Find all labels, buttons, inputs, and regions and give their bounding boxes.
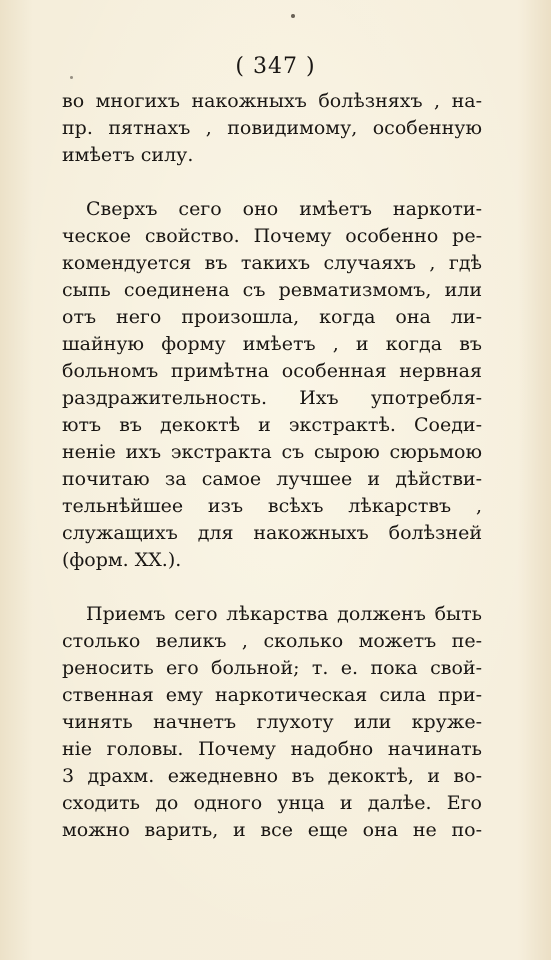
paragraph (62, 196, 482, 574)
text-line: тельнѣйшее изъ всѣхъ лѣкарствъ , (62, 495, 482, 517)
text-line: 3 драхм. ежедневно въ декоктѣ, и во- (62, 765, 482, 787)
body-text (62, 88, 482, 844)
text-line: пр. пятнахъ , повидимому, особенную (62, 117, 482, 139)
text-line: неніе ихъ экстракта съ сырою сюрьмою (62, 441, 482, 463)
text-line: имѣетъ силу. (62, 144, 194, 166)
paragraph (62, 88, 482, 169)
text-line: ческое свойство. Почему особенно ре- (62, 225, 482, 247)
text-line: столько великъ , сколько можетъ пе- (62, 630, 482, 652)
paragraph-gap (62, 169, 482, 196)
text-line: ственная ему наркотическая сила при- (62, 684, 482, 706)
text-line: шайную форму имѣетъ , и когда въ (62, 333, 482, 355)
text-line: Сверхъ сего оно имѣетъ наркоти- (86, 198, 482, 220)
text-line: можно варить, и все еще она не по- (62, 819, 482, 841)
text-line: во многихъ накожныхъ болѣзняхъ , на- (62, 90, 482, 112)
paragraph-gap (62, 574, 482, 601)
text-line: сходить до одного унца и далѣе. Его (62, 792, 482, 814)
text-line: отъ него произошла, когда она ли- (62, 306, 482, 328)
text-line: ніе головы. Почему надобно начинать (62, 738, 482, 760)
text-line: сыпь соединена съ ревматизмомъ, или (62, 279, 482, 301)
text-line: почитаю за самое лучшее и дѣйстви- (62, 468, 482, 490)
page-number: ( 347 ) (235, 54, 316, 79)
paragraph (62, 601, 482, 844)
text-line: больномъ примѣтна особенная нервная (62, 360, 482, 382)
text-line: (форм. XX.). (62, 549, 182, 571)
text-line: раздражительность. Ихъ употребля- (62, 387, 482, 409)
text-line: служащихъ для накожныхъ болѣзней (62, 522, 482, 544)
text-line: комендуется въ такихъ случаяхъ , гдѣ (62, 252, 482, 274)
text-line: Приемъ сего лѣкарства долженъ быть (86, 603, 482, 625)
text-line: реносить его больной; т. е. пока свой- (62, 657, 482, 679)
text-line: чинять начнетъ глухоту или круже- (62, 711, 482, 733)
text-line: ютъ въ декоктѣ и экстрактѣ. Соеди- (62, 414, 482, 436)
ink-speck (291, 14, 295, 18)
